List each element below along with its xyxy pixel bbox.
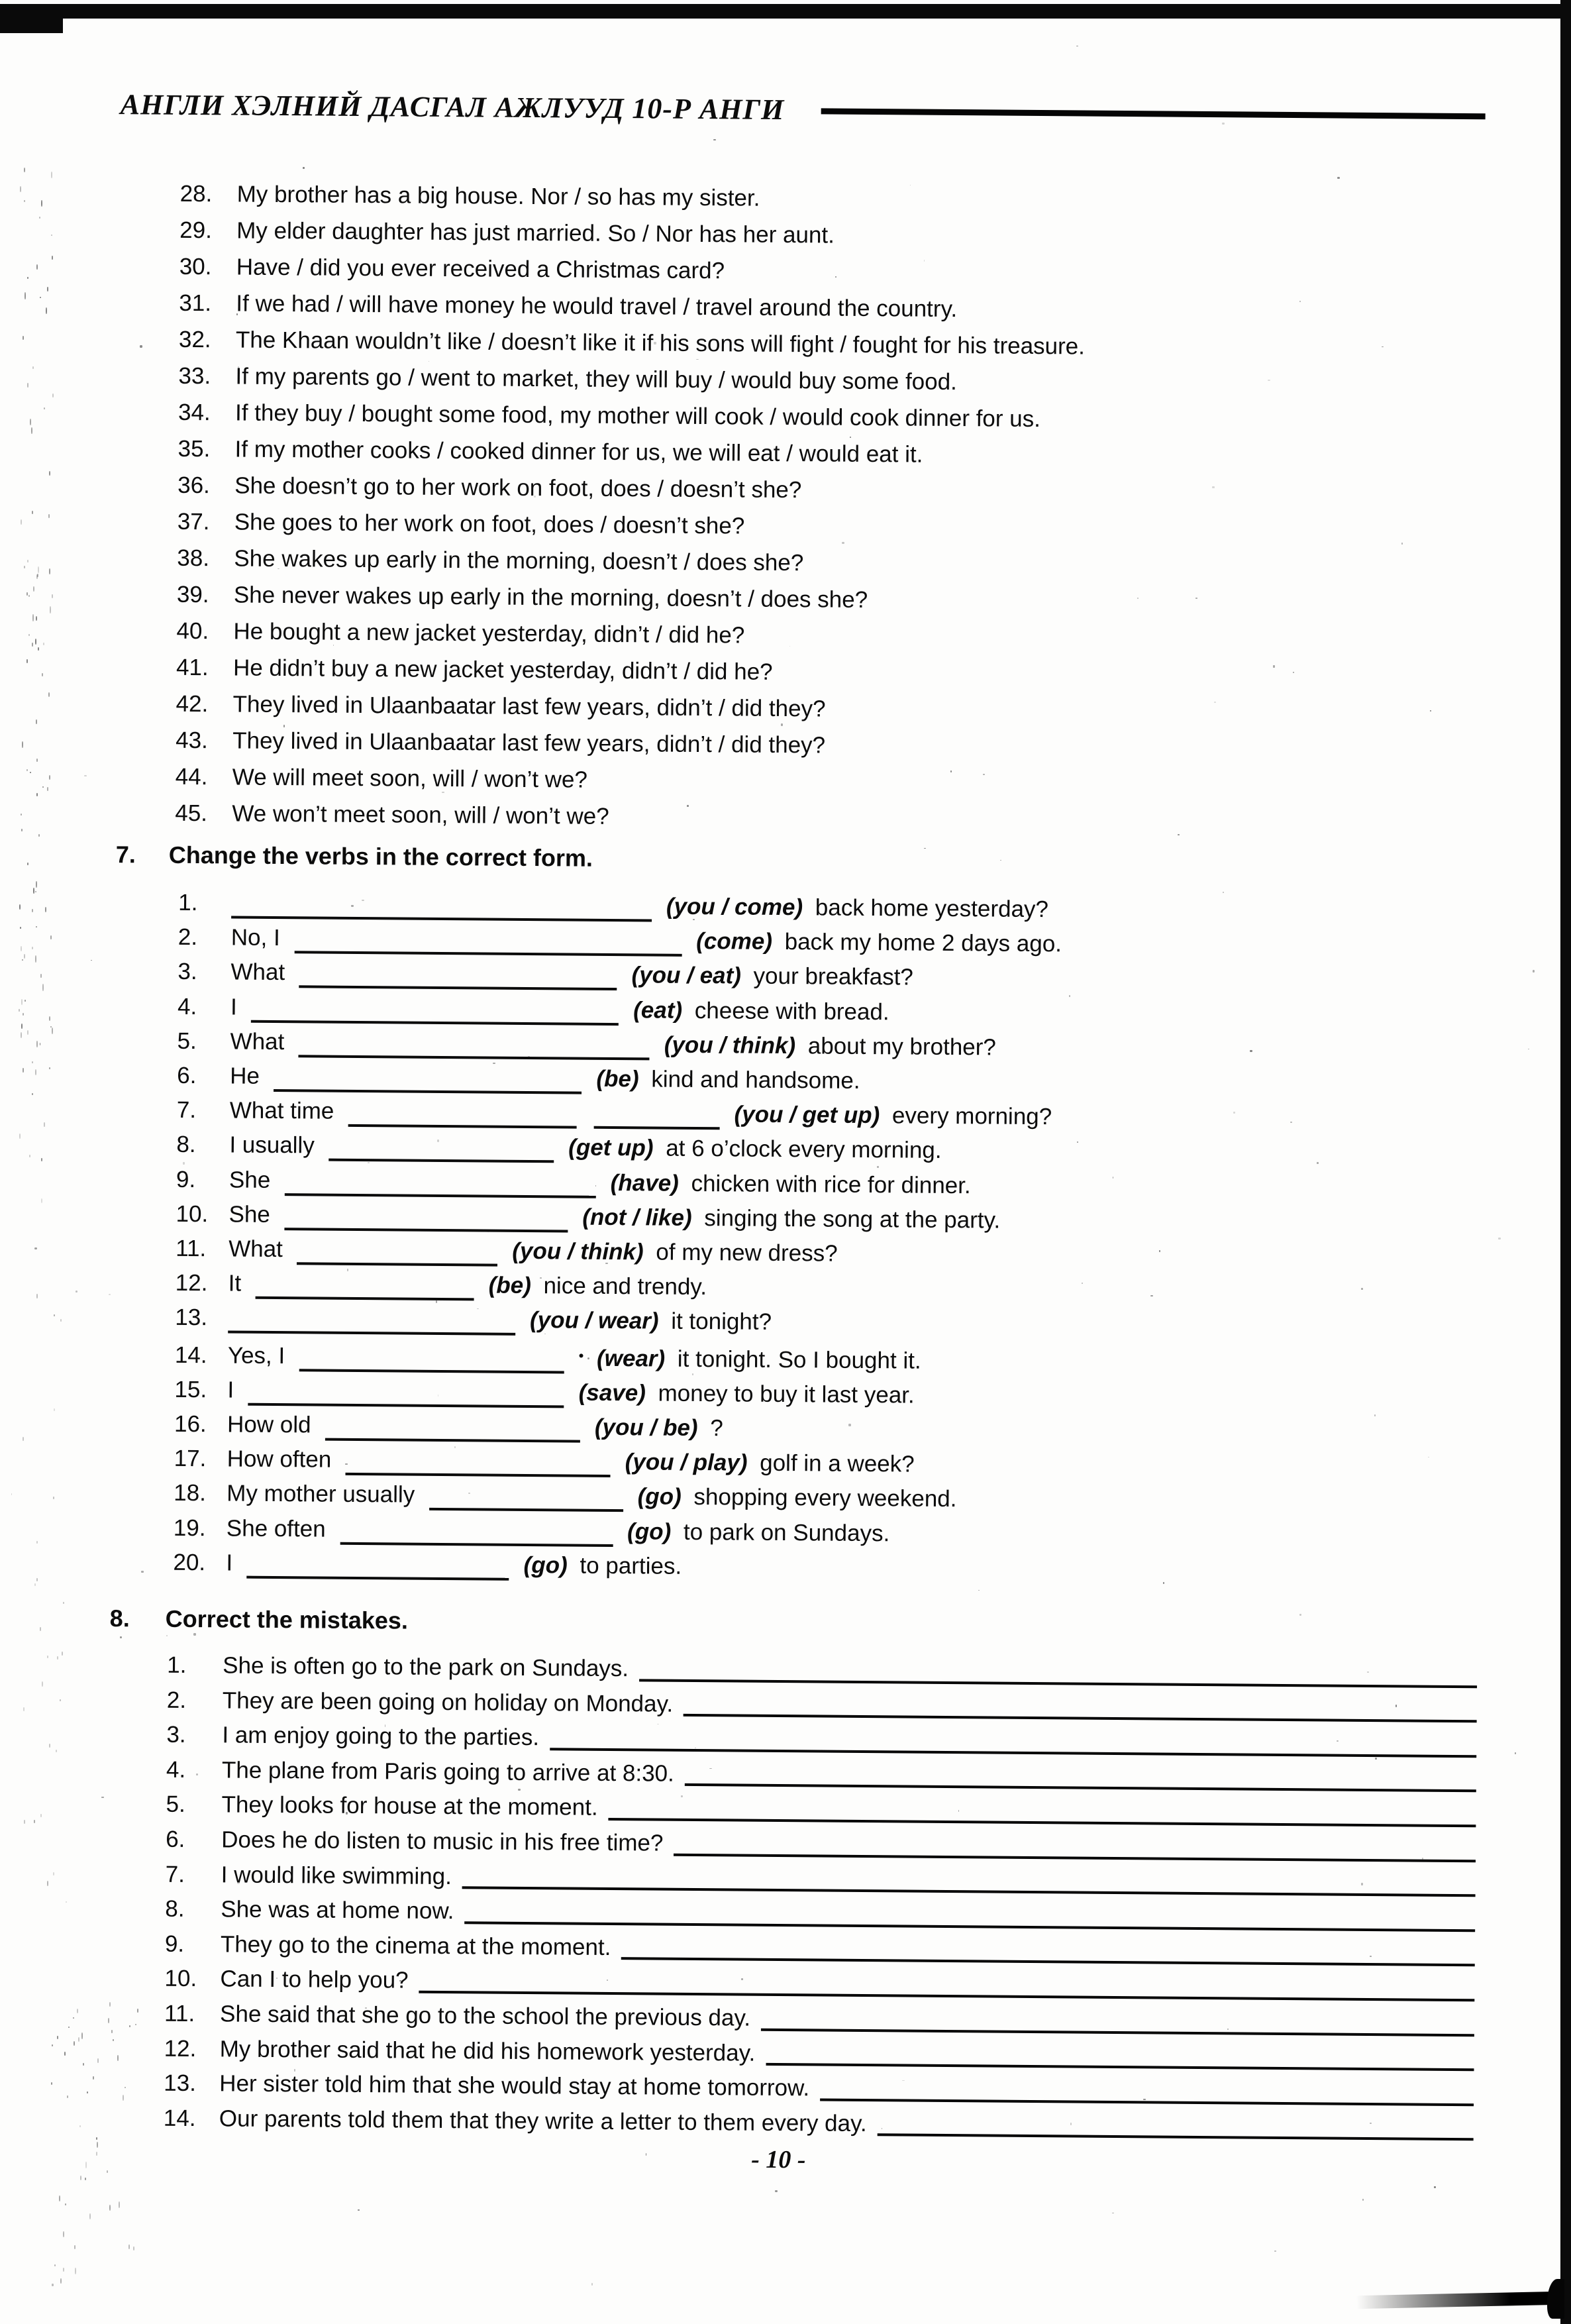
answer-write-line [639,1679,1477,1688]
item-number: 7. [176,1097,197,1124]
exercise-7-section [110,837,1062,1587]
verb-hint: (save) [578,1379,646,1406]
exercise-8-heading [110,1601,1478,1646]
verb-hint: (go) [637,1483,682,1510]
item-text: They lived in Ulaanbaatar last few years, didn’t / did they? [232,727,826,759]
item-post-text: about my brother? [807,1033,997,1061]
item-number: 35. [177,435,211,462]
item-text: She was at home now. [221,1896,454,1925]
item-number: 44. [175,763,208,790]
tag-question-item [175,795,1081,839]
item-post-text: it tonight? [671,1308,772,1336]
verb-hint: (be) [488,1272,531,1299]
item-number: 41. [176,654,209,681]
item-number: 10. [164,1966,197,1992]
item-text [228,1267,707,1305]
item-pre-text: I [226,1550,233,1576]
verb-hint: (get up) [568,1134,654,1161]
item-number: 8. [176,1132,196,1158]
item-number: 42. [176,690,209,717]
item-number: 2. [166,1687,187,1713]
item-number: 5. [166,1791,185,1818]
item-post-text: nice and trendy. [543,1273,707,1300]
verb-hint: (not / like) [582,1204,692,1231]
item-post-text: to park on Sundays. [683,1518,890,1546]
item-text: Our parents told them that they write a letter to them every day. [219,2105,867,2137]
item-pre-text: I [230,994,237,1020]
item-number: 28. [179,180,213,207]
answer-write-line [766,2063,1474,2071]
item-post-text: money to buy it last year. [658,1380,915,1408]
item-text [229,1163,971,1203]
answer-blank-line [340,1522,613,1546]
verb-hint: (you / think) [664,1031,796,1059]
item-number: 9. [176,1166,196,1192]
item-text: He didn’t buy a new jacket yesterday, didn’t / did he? [232,655,773,685]
item-pre-text: She [228,1167,271,1193]
item-text: The Khaan wouldn’t like / doesn’t like it if his sons will fight / fought for his treasure. [235,327,1086,360]
answer-write-line [684,1714,1477,1722]
item-number: 12. [175,1270,208,1296]
answer-blank-line [346,1453,611,1477]
answer-blank-line [299,1349,564,1373]
answer-blank-line [251,1000,619,1025]
item-text: She goes to her work on foot, does / doesn’t she? [234,509,745,539]
page-footer [0,2139,1554,2181]
item-pre-text: How often [227,1446,332,1473]
answer-blank-line-2 [594,1106,720,1130]
section-number: 8. [109,1605,130,1632]
item-text: She wakes up early in the morning, doesn’t / does she? [234,545,804,576]
verb-hint: (eat) [633,996,683,1024]
answer-blank-line [231,896,652,922]
item-text: I would like swimming. [221,1861,452,1889]
item-number: 6. [166,1826,185,1852]
item-pre-text: No, I [230,924,280,951]
item-post-text: shopping every weekend. [693,1484,957,1512]
section-number: 7. [115,841,136,869]
item-number: 14. [174,1342,207,1368]
item-text: They go to the cinema at the moment. [220,1931,611,1960]
verb-hint: (come) [696,928,773,955]
verb-hint: (go) [523,1552,568,1579]
item-post-text: every morning? [891,1102,1052,1130]
item-text [228,1232,838,1271]
stray-dot-mark: • [578,1347,584,1364]
item-text [229,1128,942,1169]
tag-questions-list [175,176,1086,839]
item-number: 3. [166,1721,186,1748]
answer-blank-line [247,1556,509,1581]
item-post-text: of my new dress? [656,1239,838,1267]
item-pre-text: She [228,1201,271,1228]
page-title: АНГЛИ ХЭЛНИЙ ДАСГАЛ АЖЛУУД 10-Р АНГИ [120,88,785,126]
item-number: 14. [163,2105,196,2131]
item-text: My brother has a big house. Nor / so has my sister. [236,181,760,211]
answer-blank-line [284,1208,568,1232]
item-text: The plane from Paris going to arrive at 8:30. [221,1757,674,1787]
answer-write-line [878,2134,1474,2141]
answer-blank-line [294,931,682,957]
item-text: They looks for house at the moment. [221,1791,598,1821]
section-title: Correct the mistakes. [165,1605,409,1634]
item-number: 33. [178,362,211,390]
answer-blank-line [256,1277,474,1301]
verb-hint: (you / come) [666,893,803,921]
item-text: Have / did you ever received a Christmas card? [236,254,725,284]
fill-blank-item [175,1335,1059,1379]
item-text: Her sister told him that she would stay at home tomorrow. [219,2070,810,2101]
item-number: 3. [177,959,197,985]
verb-hint: (be) [596,1065,639,1092]
page-number: - 10 - [751,2145,806,2174]
item-text: She doesn’t go to her work on foot, does / doesn’t she? [234,472,802,503]
answer-blank-line [274,1069,582,1094]
item-number: 16. [174,1410,207,1438]
item-number: 6. [177,1062,197,1089]
item-number: 7. [165,1861,185,1887]
item-text [227,1373,915,1412]
answer-blank-line [297,1242,497,1266]
item-number: 13. [175,1304,208,1331]
item-text [227,1442,914,1482]
item-post-text: back my home 2 days ago. [784,929,1062,957]
item-text [227,1407,723,1446]
item-number: 45. [175,800,208,827]
item-text [228,1301,772,1340]
item-text [226,1546,682,1584]
item-text: If we had / will have money he would travel / travel around the country. [236,290,958,323]
answer-write-line [820,2098,1474,2106]
verb-hint: (you / wear) [529,1307,659,1334]
item-text: We will meet soon, will / won’t we? [232,764,588,793]
item-pre-text: How old [227,1411,311,1438]
item-text: If they buy / bought some food, my mother will cook / would cook dinner for us. [234,399,1041,433]
item-text [228,1336,921,1378]
item-pre-text: My mother usually [227,1480,415,1508]
item-number: 32. [178,326,211,353]
answer-blank-line [325,1418,580,1443]
item-pre-text: I [227,1377,234,1403]
item-text: Can I to help you? [220,1966,409,1993]
item-number: 1. [178,889,198,916]
item-number: 39. [176,581,209,608]
item-text [231,886,1048,927]
item-pre-text: She often [226,1515,326,1542]
item-post-text: singing the song at the party. [704,1204,1001,1234]
verb-hint: (you / think) [512,1238,644,1265]
item-text: My elder daughter has just married. So / Nor has her aunt. [236,217,835,248]
answer-blank-line [228,1311,515,1336]
verb-hint: (you / get up) [734,1101,880,1129]
item-post-text: golf in a week? [760,1450,915,1477]
item-number: 40. [176,617,209,645]
item-number: 20. [173,1549,206,1576]
item-text: They are been going on holiday on Monday. [222,1687,674,1717]
section-title: Change the verbs in the correct form. [168,841,593,872]
item-text: He bought a new jacket yesterday, didn’t / did he? [233,618,745,649]
item-number: 10. [176,1200,209,1228]
item-number: 18. [174,1480,207,1506]
item-text [230,990,889,1030]
item-number: 11. [176,1235,207,1262]
item-number: 31. [179,290,212,317]
item-post-text: it tonight. So I bought it. [677,1346,921,1374]
item-post-text: chicken with rice for dinner. [691,1170,971,1198]
item-pre-text: What [228,1236,283,1263]
item-number: 13. [164,2070,197,2097]
item-pre-text: He [230,1063,260,1089]
item-text: We won’t meet soon, will / won’t we? [232,800,609,829]
fill-blank-item [173,1546,1057,1587]
item-text: Does he do listen to music in his free time? [221,1826,664,1856]
page-header [121,87,1486,132]
item-pre-text: It [228,1270,242,1296]
header-rule [821,108,1485,119]
verb-hint: (you / be) [594,1414,698,1442]
answer-blank-line [348,1104,577,1129]
item-post-text: your breakfast? [753,963,914,990]
item-text: She is often go to the park on Sundays. [223,1652,629,1682]
answer-write-line [761,2028,1474,2036]
item-pre-text: What [230,959,285,986]
item-text [230,1094,1052,1135]
item-number: 5. [177,1028,197,1054]
item-number: 11. [164,2000,195,2027]
verb-hint: (wear) [596,1345,666,1372]
item-text: If my mother cooks / cooked dinner for us, we will eat / would eat it. [234,436,923,468]
item-text: My brother said that he did his homework yesterday. [219,2035,756,2066]
item-post-text: back home yesterday? [815,894,1049,923]
exercise-8-section [106,1601,1478,2146]
answer-blank-line [329,1139,554,1163]
item-number: 30. [179,253,212,280]
item-post-text: to parties. [580,1552,682,1579]
answer-blank-line [248,1383,564,1408]
item-text: She said that she go to the school the previous day. [219,2001,751,2031]
item-number: 36. [177,472,211,499]
item-post-text: cheese with bread. [694,997,889,1025]
item-text [230,1059,860,1098]
item-pre-text: Yes, I [227,1342,285,1369]
answer-blank-line [285,1173,596,1198]
item-number: 2. [177,924,198,951]
item-text [227,1511,890,1551]
item-number: 37. [177,508,210,535]
item-text [230,1024,996,1065]
verb-hint: (have) [610,1169,679,1196]
item-number: 4. [177,993,197,1020]
answer-write-line [621,1957,1475,1966]
answer-write-line [685,1783,1476,1792]
item-pre-text: What time [229,1097,334,1124]
item-post-text: at 6 o’clock every morning. [666,1136,942,1164]
item-pre-text: I usually [229,1132,315,1159]
exercise-7-list [173,886,1062,1587]
item-number: 15. [174,1376,207,1403]
item-post-text: kind and handsome. [651,1066,860,1094]
item-text: They lived in Ulaanbaatar last few years, didn’t / did they? [232,691,826,722]
answer-blank-line [429,1488,623,1512]
verb-hint: (go) [627,1518,672,1545]
item-number: 1. [167,1652,187,1678]
verb-hint: (you / play) [625,1449,748,1476]
exercise-7-heading [116,837,1063,879]
item-number: 4. [166,1756,186,1783]
item-number: 8. [165,1895,185,1923]
answer-write-line [608,1818,1476,1827]
item-text [230,955,913,995]
verb-hint: (you / eat) [631,962,742,989]
answer-blank-line [299,1035,650,1060]
exercise-8-list [164,1648,1478,2146]
item-text [228,1197,1000,1238]
item-number: 38. [177,545,210,572]
item-text: If my parents go / went to market, they will buy / would buy some food. [235,363,958,396]
item-text: I am enjoy going to the parties. [222,1722,540,1751]
answer-blank-line [299,966,617,991]
item-number: 19. [173,1514,206,1541]
answer-write-line [674,1853,1476,1862]
item-number: 9. [164,1930,185,1957]
item-number: 12. [164,2035,197,2062]
item-number: 43. [176,727,209,754]
item-number: 17. [174,1446,207,1472]
item-pre-text: What [230,1028,285,1055]
item-post-text: ? [710,1415,723,1442]
item-text: She never wakes up early in the morning, doesn’t / does she? [233,582,868,613]
item-number: 34. [177,399,211,426]
item-number: 29. [179,217,213,244]
item-text [227,1477,957,1517]
